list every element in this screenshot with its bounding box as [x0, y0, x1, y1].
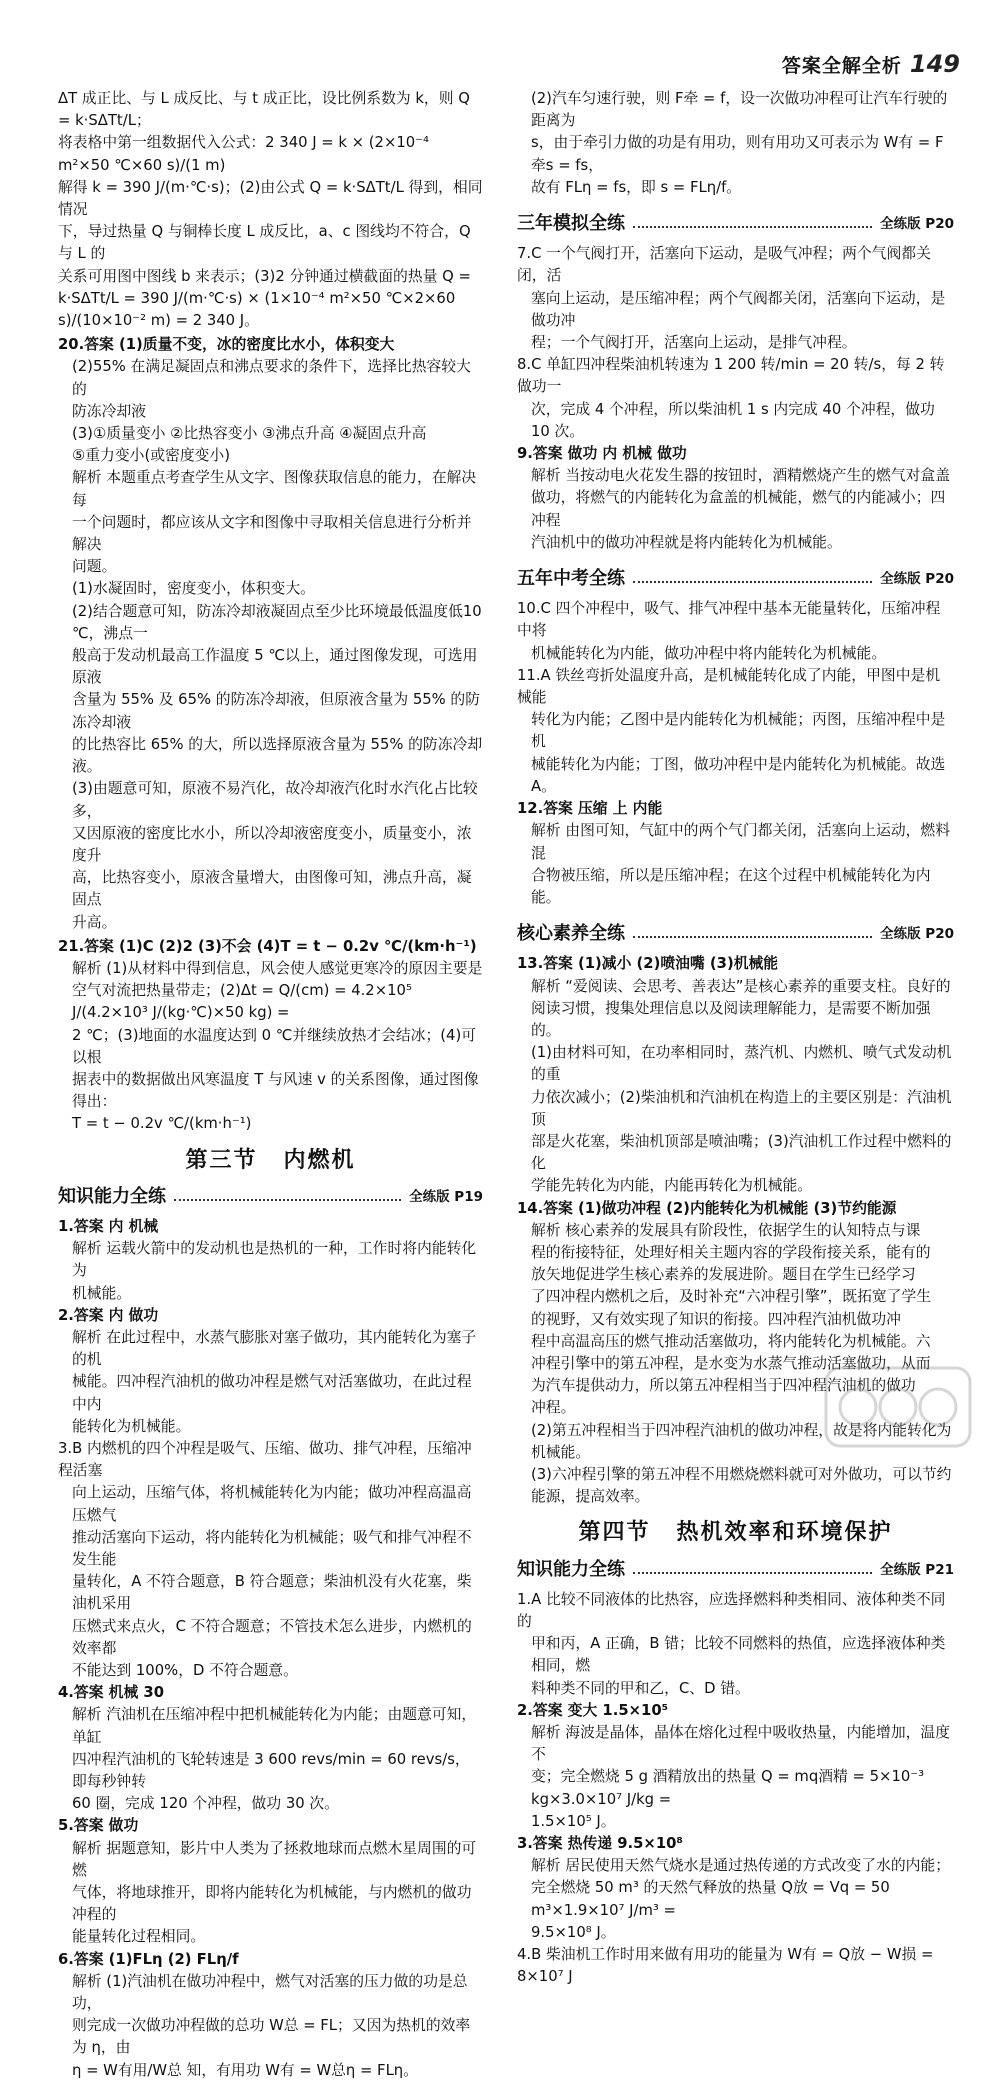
section-header	[517, 568, 954, 590]
text-line: 为汽车提供动力，所以第五冲程相当于四冲程汽油机的做功	[531, 1377, 916, 1395]
text-line: ΔT 成正比、与 L 成反比、与 t 成正比，设比例系数为 k，则 Q = k·SΔTt/L；	[58, 90, 470, 130]
text-line: 解析 核心素养的发展具有阶段性，依据学生的认知特点与课	[531, 1221, 921, 1239]
text-line: 械能。四冲程汽油机的做功冲程是燃气对活塞做功，在此过程中内	[72, 1373, 472, 1413]
dotted-leader	[174, 1199, 401, 1201]
sec1-block	[58, 1216, 483, 2082]
section-page-tag: 全练版 P19	[409, 1188, 483, 1205]
text-line: 5.答案 做功	[58, 1817, 139, 1835]
chapter-number: 第三节	[185, 1147, 258, 1173]
text-line: 机械能。	[72, 1284, 132, 1302]
text-line: 解析 海波是晶体，晶体在熔化过程中吸收热量，内能增加，温度不	[531, 1724, 951, 1764]
text-line: T = t − 0.2v ℃/(km·h⁻¹)	[72, 1115, 252, 1133]
page-header	[782, 50, 960, 78]
text-line: 3.B 内燃机的四个冲程是吸气、压缩、做功、排气冲程，压缩冲程活塞	[58, 1439, 472, 1480]
section-title: 三年模拟全练	[517, 213, 625, 235]
q20-block	[58, 334, 483, 933]
text-line: 力依次减小；(2)柴油机和汽油机在构造上的主要区别是：汽油机顶	[531, 1088, 952, 1128]
q21-block	[58, 936, 483, 1136]
text-line: 不能达到 100%，D 不符合题意。	[72, 1662, 298, 1680]
text-line: 一个问题时，都应该从文字和图像中寻取相关信息进行分析并解决	[72, 513, 472, 554]
text-line: 能转化为机械能。	[72, 1417, 191, 1435]
text-line: 1.5×10⁵ J。	[531, 1812, 616, 1830]
text-line: 解得 k = 390 J/(m·℃·s)；(2)由公式 Q = k·SΔTt/L 得到，相同情况	[58, 178, 483, 219]
text-line: 2.答案 变大 1.5×10⁵	[517, 1701, 669, 1719]
section-title: 知识能力全练	[58, 1185, 166, 1207]
text-line: 推动活塞向下运动，将内能转化为机械能；吸气和排气冲程不发生能	[72, 1528, 472, 1568]
page-number: 149	[909, 50, 960, 78]
text-line: 程中高温高压的燃气推动活塞做功，将内能转化为机械能。六	[531, 1332, 931, 1350]
dotted-leader	[633, 581, 872, 583]
text-line: 放矢地促进学生核心素养的发展进阶。题目在学生已经学习	[531, 1266, 916, 1284]
text-line: 冲程。	[531, 1399, 576, 1417]
section-header	[517, 923, 954, 945]
text-line: 向上运动，压缩气体，将机械能转化为内能；做功冲程高温高压燃气	[72, 1484, 472, 1524]
text-line: 的比热容比 65% 的大，所以选择原液含量为 55% 的防冻冷却液。	[72, 735, 483, 776]
watermark-logo	[818, 1362, 978, 1452]
text-line: 7.C 一个气阀打开，活塞向下运动，是吸气冲程；两个气阀都关闭，活	[517, 245, 931, 285]
text-line: 解析 (1)汽油机在做功冲程中，燃气对活塞的压力做的功是总功，	[72, 1972, 468, 2013]
right-column	[517, 88, 954, 1988]
text-line: 问题。	[72, 558, 117, 576]
text-line: 9.5×10⁸ J。	[531, 1923, 616, 1941]
text-line: 汽油机中的做功冲程就是将内能转化为机械能。	[531, 533, 842, 551]
chapter-number: 第四节	[578, 1520, 651, 1546]
sec5-block	[517, 1589, 954, 1989]
text-line: 又因原液的密度比水小，所以冷却液密度变小，质量变小，浓度升	[72, 824, 472, 864]
text-line: (1)由材料可知，在功率相同时，蒸汽机、内燃机、喷气式发动机的重	[531, 1044, 952, 1084]
section-page-tag: 全练版 P20	[880, 926, 954, 943]
text-line: 8.C 单缸四冲程柴油机转速为 1 200 转/min = 20 转/s，每 2 转做功一	[517, 356, 945, 396]
q6-continued	[517, 88, 954, 199]
section-header	[58, 1186, 483, 1208]
text-line: 高，比热容变小，原液含量增大，由图像可知，沸点升高，凝固点	[72, 869, 472, 909]
dotted-leader	[633, 1572, 872, 1574]
text-line: 4.答案 机械 30	[58, 1684, 164, 1702]
text-line: k·SΔTt/L = 390 J/(m·℃·s) × (1×10⁻⁴ m²×50 ℃×2×60 s)/(10×10⁻² m) = 2 340 J。	[58, 289, 456, 330]
text-line: 6.答案 (1)FLη (2) FLη/f	[58, 1950, 239, 1968]
left-column	[58, 88, 483, 2082]
text-line: 据表中的数据做出风寒温度 T 与风速 v 的关系图像，通过图像得出：	[72, 1070, 479, 1111]
text-line: 解析 (1)从材料中得到信息，风会使人感觉更寒冷的原因主要是	[72, 959, 483, 977]
text-line: s，由于牵引力做的功是有用功，则有用功又可表示为 W有 = F牵s = fs，	[531, 134, 944, 174]
text-line: 塞向上运动，是压缩冲程；两个气阀都关闭，活塞向下运动，是做功冲	[531, 289, 946, 329]
q19-block	[58, 88, 483, 332]
text-line: 冲程引擎中的第五冲程，是水变为水蒸气推动活塞做功，从而	[531, 1354, 931, 1372]
chapter-heading-4	[517, 1522, 954, 1544]
text-line: 1.答案 内 机械	[58, 1217, 159, 1235]
text-line: 程；一个气阀打开，活塞向上运动，是排气冲程。	[531, 334, 857, 352]
text-line: 含量为 55% 及 65% 的防冻冷却液，但原液含量为 55% 的防冻冷却液	[72, 691, 481, 731]
text-line: 60 圈，完成 120 个冲程，做功 30 次。	[72, 1795, 339, 1813]
text-line: 般高于发动机最高工作温度 5 ℃以上，通过图像发现，可选用原液	[72, 647, 478, 687]
text-line: 能量转化过程相同。	[72, 1928, 206, 1946]
text-line: 能源，提高效率。	[531, 1488, 650, 1506]
section-header	[517, 213, 954, 235]
text-line: 料种类不同的甲和乙，C、D 错。	[531, 1679, 750, 1697]
text-line: 做功，将燃气的内能转化为盒盖的机械能，燃气的内能减小；四冲程	[531, 489, 946, 529]
text-line: 压燃式来点火，C 不符合题意；不管技术怎么进步，内燃机的效率都	[72, 1617, 472, 1657]
text-line: 4.B 柴油机工作时用来做有用功的能量为 W有 = Q放 − W损 = 8×10⁷ J	[517, 1946, 934, 1986]
text-line: (3)六冲程引擎的第五冲程不用燃烧燃料就可对外做功，可以节约	[531, 1465, 952, 1483]
text-line: 将表格中第一组数据代入公式：2 340 J = k × (2×10⁻⁴ m²×50 ℃×60 s)/(1 m)	[58, 134, 429, 174]
text-line: 关系可用图中图线 b 来表示；(3)2 分钟通过横截面的热量 Q =	[58, 267, 471, 285]
header-title: 答案全解全析	[781, 54, 902, 77]
text-line: 的视野，又有效实现了知识的衔接。四冲程汽油机做功冲	[531, 1310, 901, 1328]
text-line: (2)第五冲程相当于四冲程汽油机的做功冲程，故是将内能转化为	[531, 1421, 952, 1439]
chapter-name: 内燃机	[283, 1147, 356, 1173]
text-line: 解析 “爱阅读、会思考、善表达”是核心素养的重要支柱。良好的	[531, 977, 951, 995]
watermark-graphic	[818, 1362, 978, 1452]
text-line: 12.答案 压缩 上 内能	[517, 800, 663, 818]
text-line: 完全燃烧 50 m³ 的天然气释放的热量 Q放 = Vq = 50 m³×1.9×10⁷ J/m³ =	[531, 1879, 890, 1919]
text-line: 机械能转化为内能，做功冲程中将内能转化为机械能。	[531, 644, 887, 662]
text-line: 故有 FLη = fs，即 s = FLη/f。	[531, 178, 742, 196]
text-line: 部是火花塞，柴油机顶部是喷油嘴；(3)汽油机工作过程中燃料的化	[531, 1132, 952, 1173]
text-line: 解析 运载火箭中的发动机也是热机的一种，工作时将内能转化为	[72, 1240, 477, 1280]
text-line: 2.答案 内 做功	[58, 1306, 159, 1324]
text-line: 转化为内能；乙图中是内能转化为机械能；丙图，压缩冲程中是机	[531, 711, 946, 751]
chapter-name: 热机效率和环境保护	[676, 1520, 893, 1546]
text-line: 解析 汽油机在压缩冲程中把机械能转化为内能；由题意可知，单缸	[72, 1706, 477, 1746]
text-line: 了四冲程内燃机之后，及时补充“六冲程引擎”，既拓宽了学生	[531, 1288, 932, 1306]
text-line: 解析 当按动电火花发生器的按钮时，酒精燃烧产生的燃气对盒盖	[531, 467, 951, 485]
text-line: 甲和丙，A 正确，B 错；比较不同燃料的热值，应选择液体种类相同，燃	[531, 1635, 946, 1675]
section-title: 知识能力全练	[517, 1558, 625, 1580]
dotted-leader	[633, 226, 872, 228]
text-line: 解析 本题重点考查学生从文字、图像获取信息的能力，在解决每	[72, 469, 477, 509]
text-line: 解析 据题意知，影片中人类为了拯救地球而点燃木星周围的可燃	[72, 1839, 477, 1879]
text-line: (2)55% 在满足凝固点和沸点要求的条件下，选择比热容较大的	[72, 358, 471, 398]
text-line: 13.答案 (1)减小 (2)喷油嘴 (3)机械能	[517, 955, 779, 973]
text-line: η = W有用/W总 知，有用功 W有 = W总η = FLη。	[72, 2061, 418, 2079]
text-line: 防冻冷却液	[72, 402, 146, 420]
text-line: 下，导过热量 Q 与铜棒长度 L 成反比，a、c 图线均不符合，Q 与 L 的	[58, 223, 471, 263]
text-line: 合物被压缩，所以是压缩冲程；在这个过程中机械能转化为内能。	[531, 866, 931, 906]
text-line: 解析 在此过程中，水蒸气膨胀对塞子做功，其内能转化为塞子的机	[72, 1328, 477, 1369]
text-line: 解析 由图可知，气缸中的两个气门都关闭，活塞向上运动，燃料混	[531, 822, 951, 862]
section-title: 核心素养全练	[517, 923, 625, 945]
text-line: (2)汽车匀速行驶，则 F牵 = f，设一次做功冲程可让汽车行驶的距离为	[531, 90, 948, 130]
text-line: 次，完成 4 个冲程，所以柴油机 1 s 内完成 40 个冲程，做功 10 次。	[531, 400, 935, 440]
text-line: 20.答案 (1)质量不变，冰的密度比水小，体积变大	[58, 336, 395, 354]
text-line: 阅读习惯，搜集处理信息以及阅读理解能力，是需要不断加强的。	[531, 999, 931, 1039]
dotted-leader	[633, 936, 872, 938]
text-line: 械能转化为内能；丁图，做功冲程中是内能转化为机械能。故选 A。	[531, 755, 946, 795]
section-page-tag: 全练版 P20	[880, 571, 954, 588]
text-line: 21.答案 (1)C (2)2 (3)不会 (4)T = t − 0.2v ℃/(km·h⁻¹)	[58, 937, 477, 955]
text-line: 变；完全燃烧 5 g 酒精放出的热量 Q = mq酒精 = 5×10⁻³ kg×3.0×10⁷ J/kg =	[531, 1768, 925, 1808]
text-line: 1.A 比较不同液体的比热容，应选择燃料种类相同、液体种类不同的	[517, 1590, 946, 1630]
text-line: 9.答案 做功 内 机械 做功	[517, 445, 687, 463]
text-line: (2)结合题意可知，防冻冷却液凝固点至少比环境最低温度低10 ℃，沸点一	[72, 602, 482, 642]
text-line: 空气对流把热量带走；(2)Δt = Q/(cm) = 4.2×10⁵ J/(4.2×10³ J/(kg·℃)×50 kg) =	[72, 982, 412, 1022]
section-title: 五年中考全练	[517, 568, 625, 590]
text-line: (3)由题意可知，原液不易汽化，故冷却液汽化时水汽化占比较多，	[72, 780, 478, 820]
text-line: 机械能。	[531, 1443, 591, 1461]
section-header	[517, 1559, 954, 1581]
chapter-heading-3	[58, 1147, 483, 1173]
text-line: 程的衔接特征，处理好相关主题内容的学段衔接关系，能有的	[531, 1243, 931, 1261]
text-line: 11.A 铁丝弯折处温度升高，是机械能转化成了内能，甲图中是机械能	[517, 666, 941, 707]
text-line: 量转化，A 不符合题意，B 符合题意；柴油机没有火花塞，柴油机采用	[72, 1573, 472, 1613]
text-line: 14.答案 (1)做功冲程 (2)内能转化为机械能 (3)节约能源	[517, 1199, 897, 1217]
text-line: 2 ℃；(3)地面的水温度达到 0 ℃并继续放热才会结冰；(4)可以根	[72, 1026, 477, 1066]
sec3-block	[517, 598, 954, 909]
sec2-block	[517, 243, 954, 554]
text-line: 3.答案 热传递 9.5×10⁸	[517, 1835, 683, 1853]
text-line: 学能先转化为内能，内能再转化为机械能。	[531, 1177, 813, 1195]
section-page-tag: 全练版 P20	[880, 216, 954, 233]
text-line: 10.C 四个冲程中，吸气、排气冲程中基本无能量转化，压缩冲程中将	[517, 600, 941, 640]
text-line: (3)①质量变小 ②比热容变小 ③沸点升高 ④凝固点升高	[72, 425, 427, 443]
text-line: ⑤重力变小(或密度变小)	[72, 447, 230, 465]
section-page-tag: 全练版 P21	[880, 1561, 954, 1578]
text-line: 则完成一次做功冲程做的总功 W总 = FL；又因为热机的效率为 η，由	[72, 2017, 471, 2057]
text-line: 升高。	[72, 913, 117, 931]
text-line: 四冲程汽油机的飞轮转速是 3 600 revs/min = 60 revs/s，即每秒钟转	[72, 1750, 470, 1791]
text-line: 气体，将地球推开，即将内能转化为机械能，与内燃机的做功冲程的	[72, 1884, 472, 1924]
text-line: 解析 居民使用天然气烧水是通过热传递的方式改变了水的内能；	[531, 1857, 951, 1875]
text-line: (1)水凝固时，密度变小，体积变大。	[72, 580, 315, 598]
